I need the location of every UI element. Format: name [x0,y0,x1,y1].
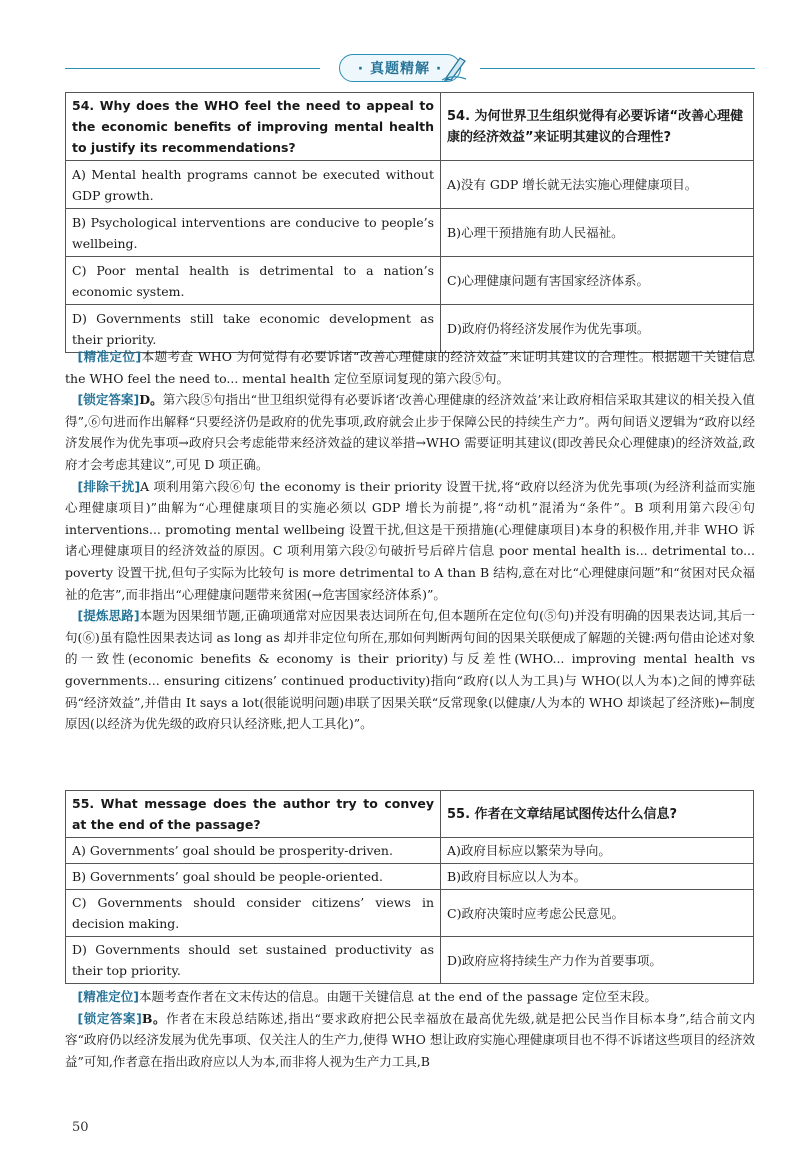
analysis-paragraph [65,986,755,1008]
answer-letter: B。 [141,1010,167,1026]
option-54-a-en: A) Mental health programs cannot be executed without GDP growth. [66,161,441,209]
analysis-paragraph [65,476,755,606]
pen-icon [440,52,470,82]
section-title: · 真题精解 · [339,54,461,82]
table-row [66,890,754,937]
analysis-54 [65,346,755,735]
analysis-text: 本题考查作者在文末传达的信息。由题干关键信息 at the end of the passage 定位至末段。 [138,989,657,1004]
option-54-d-zh: D)政府仍将经济发展作为优先事项。 [441,305,754,353]
tag-locate: [精准定位] [77,989,139,1004]
question-54-table [65,92,754,353]
question-54-text-zh: 54. 为何世界卫生组织觉得有必要诉诸“改善心理健康的经济效益”来证明其建议的合理性? [441,93,754,161]
question-55-table [65,790,754,984]
table-row [66,257,754,305]
option-54-c-en: C) Poor mental health is detrimental to a nation’s economic system. [66,257,441,305]
option-55-c-zh: C)政府决策时应考虑公民意见。 [441,890,754,937]
analysis-paragraph [65,605,755,735]
analysis-55 [65,986,755,1072]
option-55-d-en: D) Governments should set sustained productivity as their top priority. [66,937,441,984]
table-row [66,838,754,864]
option-54-a-zh: A)没有 GDP 增长就无法实施心理健康项目。 [441,161,754,209]
analysis-paragraph [65,1008,755,1073]
analysis-text: 第六段⑤句指出“世卫组织觉得有必要诉诸‘改善心理健康的经济效益’来让政府相信采取其建议的相关投入值得”,⑥句进而作出解释“只要经济仍是政府的优先事项,政府就会止步于保障公民的持续生产力”。两句间语义逻辑为“政府以经济发展作为优先事项→政府只会考虑能带来经济效益的建议举措→WHO 需要证明其建议(即改善民众心理健康)的经济效益,政府才会考虑其建议”,可见 D 项正确。 [65,392,755,472]
option-55-a-en: A) Governments’ goal should be prosperity-driven. [66,838,441,864]
table-row [66,791,754,838]
option-54-c-zh: C)心理健康问题有害国家经济体系。 [441,257,754,305]
table-row [66,209,754,257]
page-number: 50 [72,1120,89,1135]
option-54-b-zh: B)心理干预措施有助人民福祉。 [441,209,754,257]
option-55-c-en: C) Governments should consider citizens’ views in decision making. [66,890,441,937]
analysis-text: 本题考查 WHO 为何觉得有必要诉诸“改善心理健康的经济效益”来证明其建议的合理性。根据题干关键信息 the WHO feel the need to... mental health 定位至原词复现的第六段⑤句。 [65,349,755,386]
table-row [66,161,754,209]
tag-thinking: [提炼思路] [77,608,140,624]
analysis-text: A 项利用第六段⑥句 the economy is their priority 设置干扰,将“政府以经济为优先事项(为经济利益而实施心理健康项目)”曲解为“心理健康项目的实施必须以 GDP 增长为前提”,将“动机”混淆为“条件”。B 项利用第六段④句 interventions... promoting mental wellbeing 设置干扰,但这是干预措施(心理健康项目)本身的积极作用,并非 WHO 诉诸心理健康项目的经济效益的原因。C 项利用第六段②句破折号后碎片信息 poor mental health is... detrimental to... poverty 设置干扰,但句子实际为比较句 is more detrimental to A than B 结构,意在对比“心理健康问题”和“贫困对民众福祉的危害”,而非指出“心理健康问题带来贫困(→危害国家经济体系)”。 [65,478,755,602]
tag-locate: [精准定位] [77,349,142,364]
table-row [66,93,754,161]
analysis-text: 作者在末段总结陈述,指出“要求政府把公民幸福放在最高优先级,就是把公民当作目标本身”,结合前文内容“政府仍以经济发展为优先事项、仅关注人的生产力,使得 WHO 想让政府实施心理健康项目也不得不诉诸这些项目的经济效益”可知,作者意在指出政府应以人为本,而非将人视为生产力工具,B [65,1010,755,1069]
option-55-b-zh: B)政府目标应以人为本。 [441,864,754,890]
question-55-text-zh: 55. 作者在文章结尾试图传达什么信息? [441,791,754,838]
analysis-paragraph [65,346,755,389]
option-54-b-en: B) Psychological interventions are conducive to people’s wellbeing. [66,209,441,257]
question-55-text-en: 55. What message does the author try to convey at the end of the passage? [66,791,441,838]
answer-letter: D。 [139,392,163,408]
option-55-a-zh: A)政府目标应以繁荣为导向。 [441,838,754,864]
option-55-d-zh: D)政府应将持续生产力作为首要事项。 [441,937,754,984]
header-rule-right [480,68,755,69]
analysis-paragraph [65,389,755,475]
tag-distractor: [排除干扰] [77,478,141,494]
page-header [0,54,800,84]
tag-answer: [锁定答案] [77,1010,142,1026]
analysis-text: 本题为因果细节题,正确项通常对应因果表达词所在句,但本题所在定位句(⑤句)并没有明确的因果表达词,其后一句(⑥)虽有隐性因果表达词 as long as 却并非定位句所在,那如何判断两句间的因果关联便成了解题的关键:两句借由论述对象的一致性(economic benefits & economy is their priority)与反差性(WHO... improving mental health vs governments... ensuring citizens’ continued productivity)指向“政府(以人为工具)与 WHO(以人为本)之间的博弈砝码“经济效益”,并借由 It says a lot(很能说明问题)串联了因果关联“反常现象(以健康/人为本的 WHO 却谈起了经济账)←制度原因(以经济为优先级的政府只认经济账,把人工具化)”。 [65,608,755,732]
question-54-text-en: 54. Why does the WHO feel the need to appeal to the economic benefits of improving mental health to justify its recommendations? [66,93,441,161]
option-55-b-en: B) Governments’ goal should be people-oriented. [66,864,441,890]
header-rule-left [65,68,320,69]
tag-answer: [锁定答案] [77,392,140,408]
option-54-d-en: D) Governments still take economic development as their priority. [66,305,441,353]
table-row [66,937,754,984]
table-row [66,864,754,890]
